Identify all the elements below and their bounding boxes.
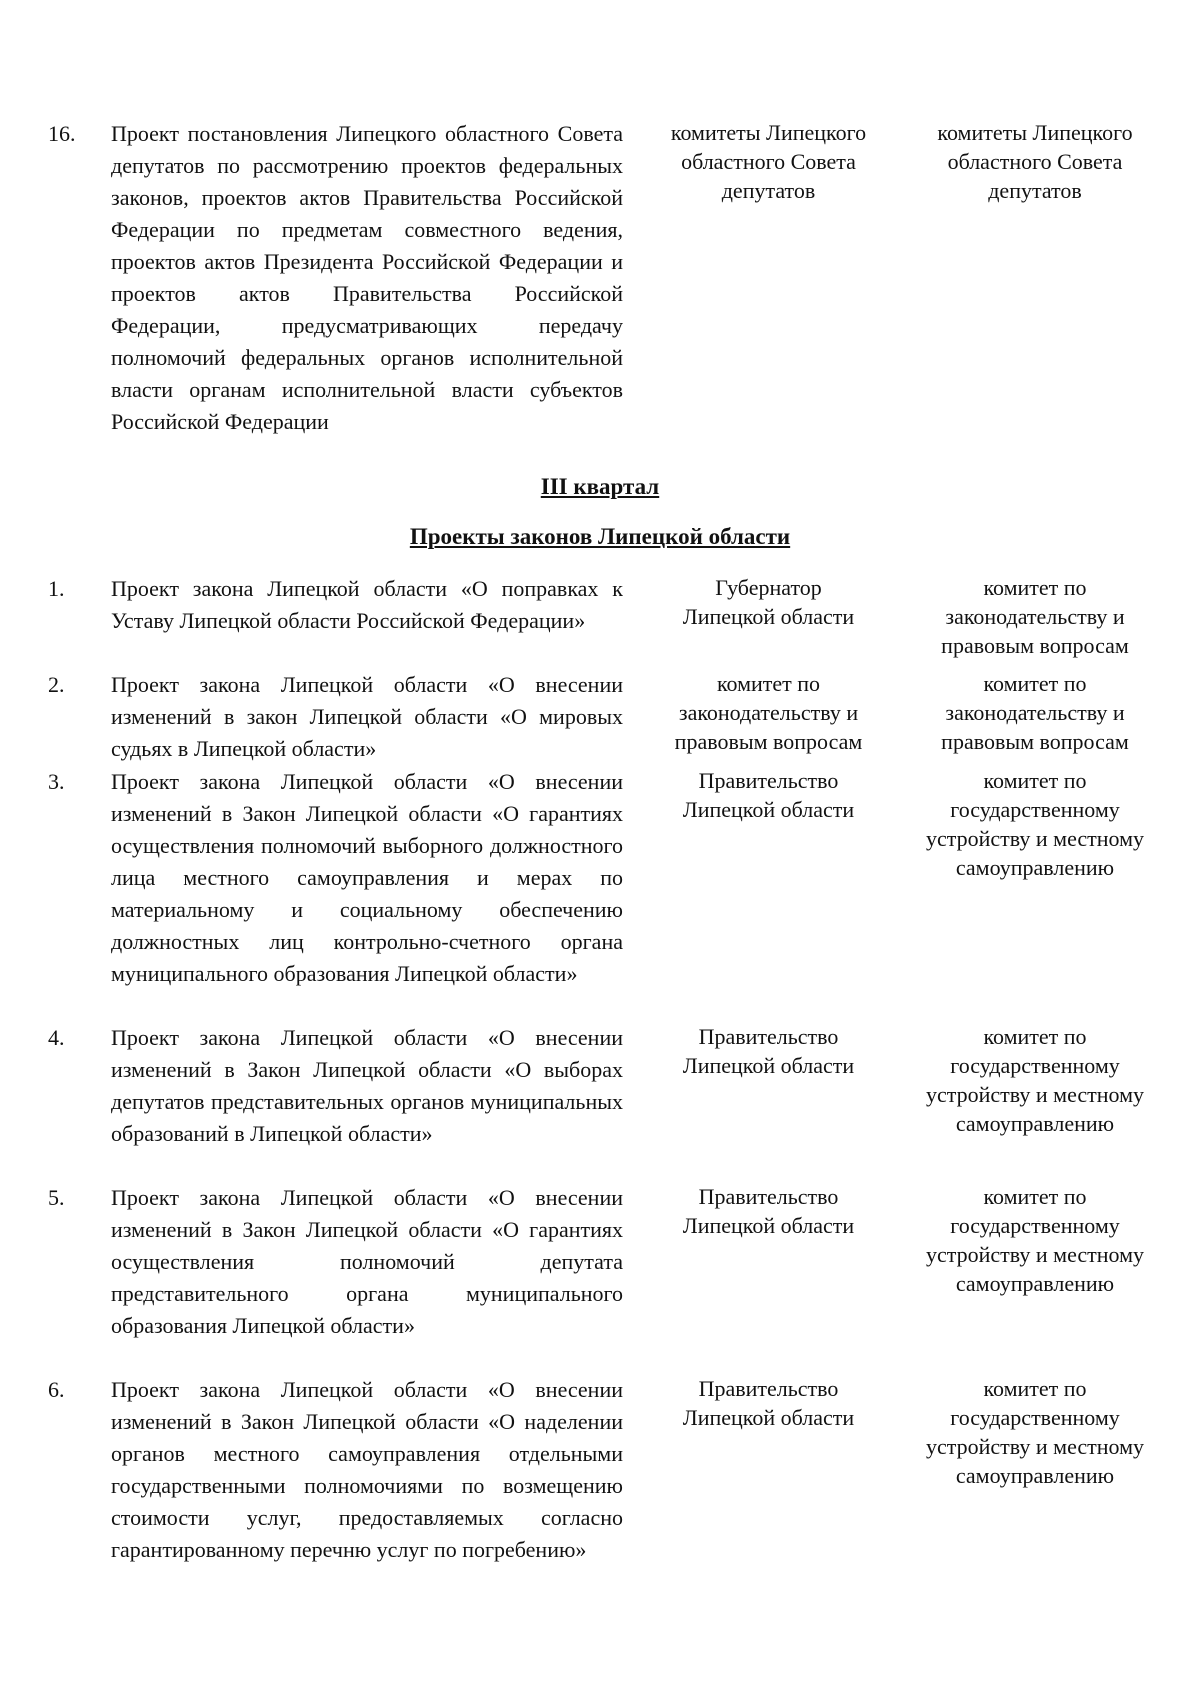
item-description: Проект постановления Липецкого областного Совета депутатов по рассмотрению проектов федеральных законов, проектов актов Правительства Российской Федерации по предметам совместного ведения, проектов актов Президента Российской Федерации и проектов актов Правительства Российской Федерации, предусматривающих передачу полномочий федеральных органов исполнительной власти органам исполнительной власти субъектов Российской Федерации <box>111 121 623 434</box>
item-number: 2. <box>48 672 65 697</box>
item-responsible: комитет по государственному устройству и местному самоуправлению <box>925 1024 1145 1136</box>
item-number: 5. <box>48 1185 65 1210</box>
item-responsible: комитет по государственному устройству и местному самоуправлению <box>925 768 1145 880</box>
item-author: Губернатор Липецкой области <box>682 575 855 629</box>
item-responsible: комитет по государственному устройству и местному самоуправлению <box>925 1376 1145 1488</box>
section-heading: Проекты законов Липецкой области <box>409 524 791 549</box>
item-number: 4. <box>48 1025 65 1050</box>
item-number: 3. <box>48 769 65 794</box>
item-author: Правительство Липецкой области <box>682 1024 855 1078</box>
item-author: Правительство Липецкой области <box>682 1184 855 1238</box>
item-number: 1. <box>48 576 65 601</box>
quarter-heading: III квартал <box>540 474 660 499</box>
item-number: 16. <box>48 121 76 146</box>
item-author: комитеты Липецкого областного Совета депутатов <box>670 120 867 203</box>
item-responsible: комитет по законодательству и правовым вопросам <box>941 575 1129 658</box>
item-responsible: комитет по государственному устройству и местному самоуправлению <box>925 1184 1145 1296</box>
item-description: Проект закона Липецкой области «О поправках к Уставу Липецкой области Российской Федерации» <box>111 576 623 633</box>
item-responsible: комитеты Липецкого областного Совета депутатов <box>937 120 1133 203</box>
item-author: комитет по законодательству и правовым вопросам <box>674 671 863 754</box>
item-description: Проект закона Липецкой области «О внесении изменений в Закон Липецкой области «О гарантиях осуществления полномочий выборного должностного лица местного самоуправления и мерах по материальному и социальному обеспечению должностных лиц контрольно-счетного органа муниципального образования Липецкой области» <box>111 769 623 986</box>
item-author: Правительство Липецкой области <box>682 1376 855 1430</box>
item-description: Проект закона Липецкой области «О внесении изменений в Закон Липецкой области «О наделении органов местного самоуправления отдельными государственными полномочиями по возмещению стоимости услуг, предоставляемых согласно гарантированному перечню услуг по погребению» <box>111 1377 623 1562</box>
item-responsible: комитет по законодательству и правовым вопросам <box>941 671 1129 754</box>
item-description: Проект закона Липецкой области «О внесении изменений в закон Липецкой области «О мировых судьях в Липецкой области» <box>111 672 623 761</box>
item-description: Проект закона Липецкой области «О внесении изменений в Закон Липецкой области «О выборах депутатов представительных органов муниципальных образований в Липецкой области» <box>111 1025 623 1146</box>
item-description: Проект закона Липецкой области «О внесении изменений в Закон Липецкой области «О гарантиях осуществления полномочий депутата представительного органа муниципального образования Липецкой области» <box>111 1185 623 1338</box>
item-author: Правительство Липецкой области <box>682 768 855 822</box>
item-number: 6. <box>48 1377 65 1402</box>
